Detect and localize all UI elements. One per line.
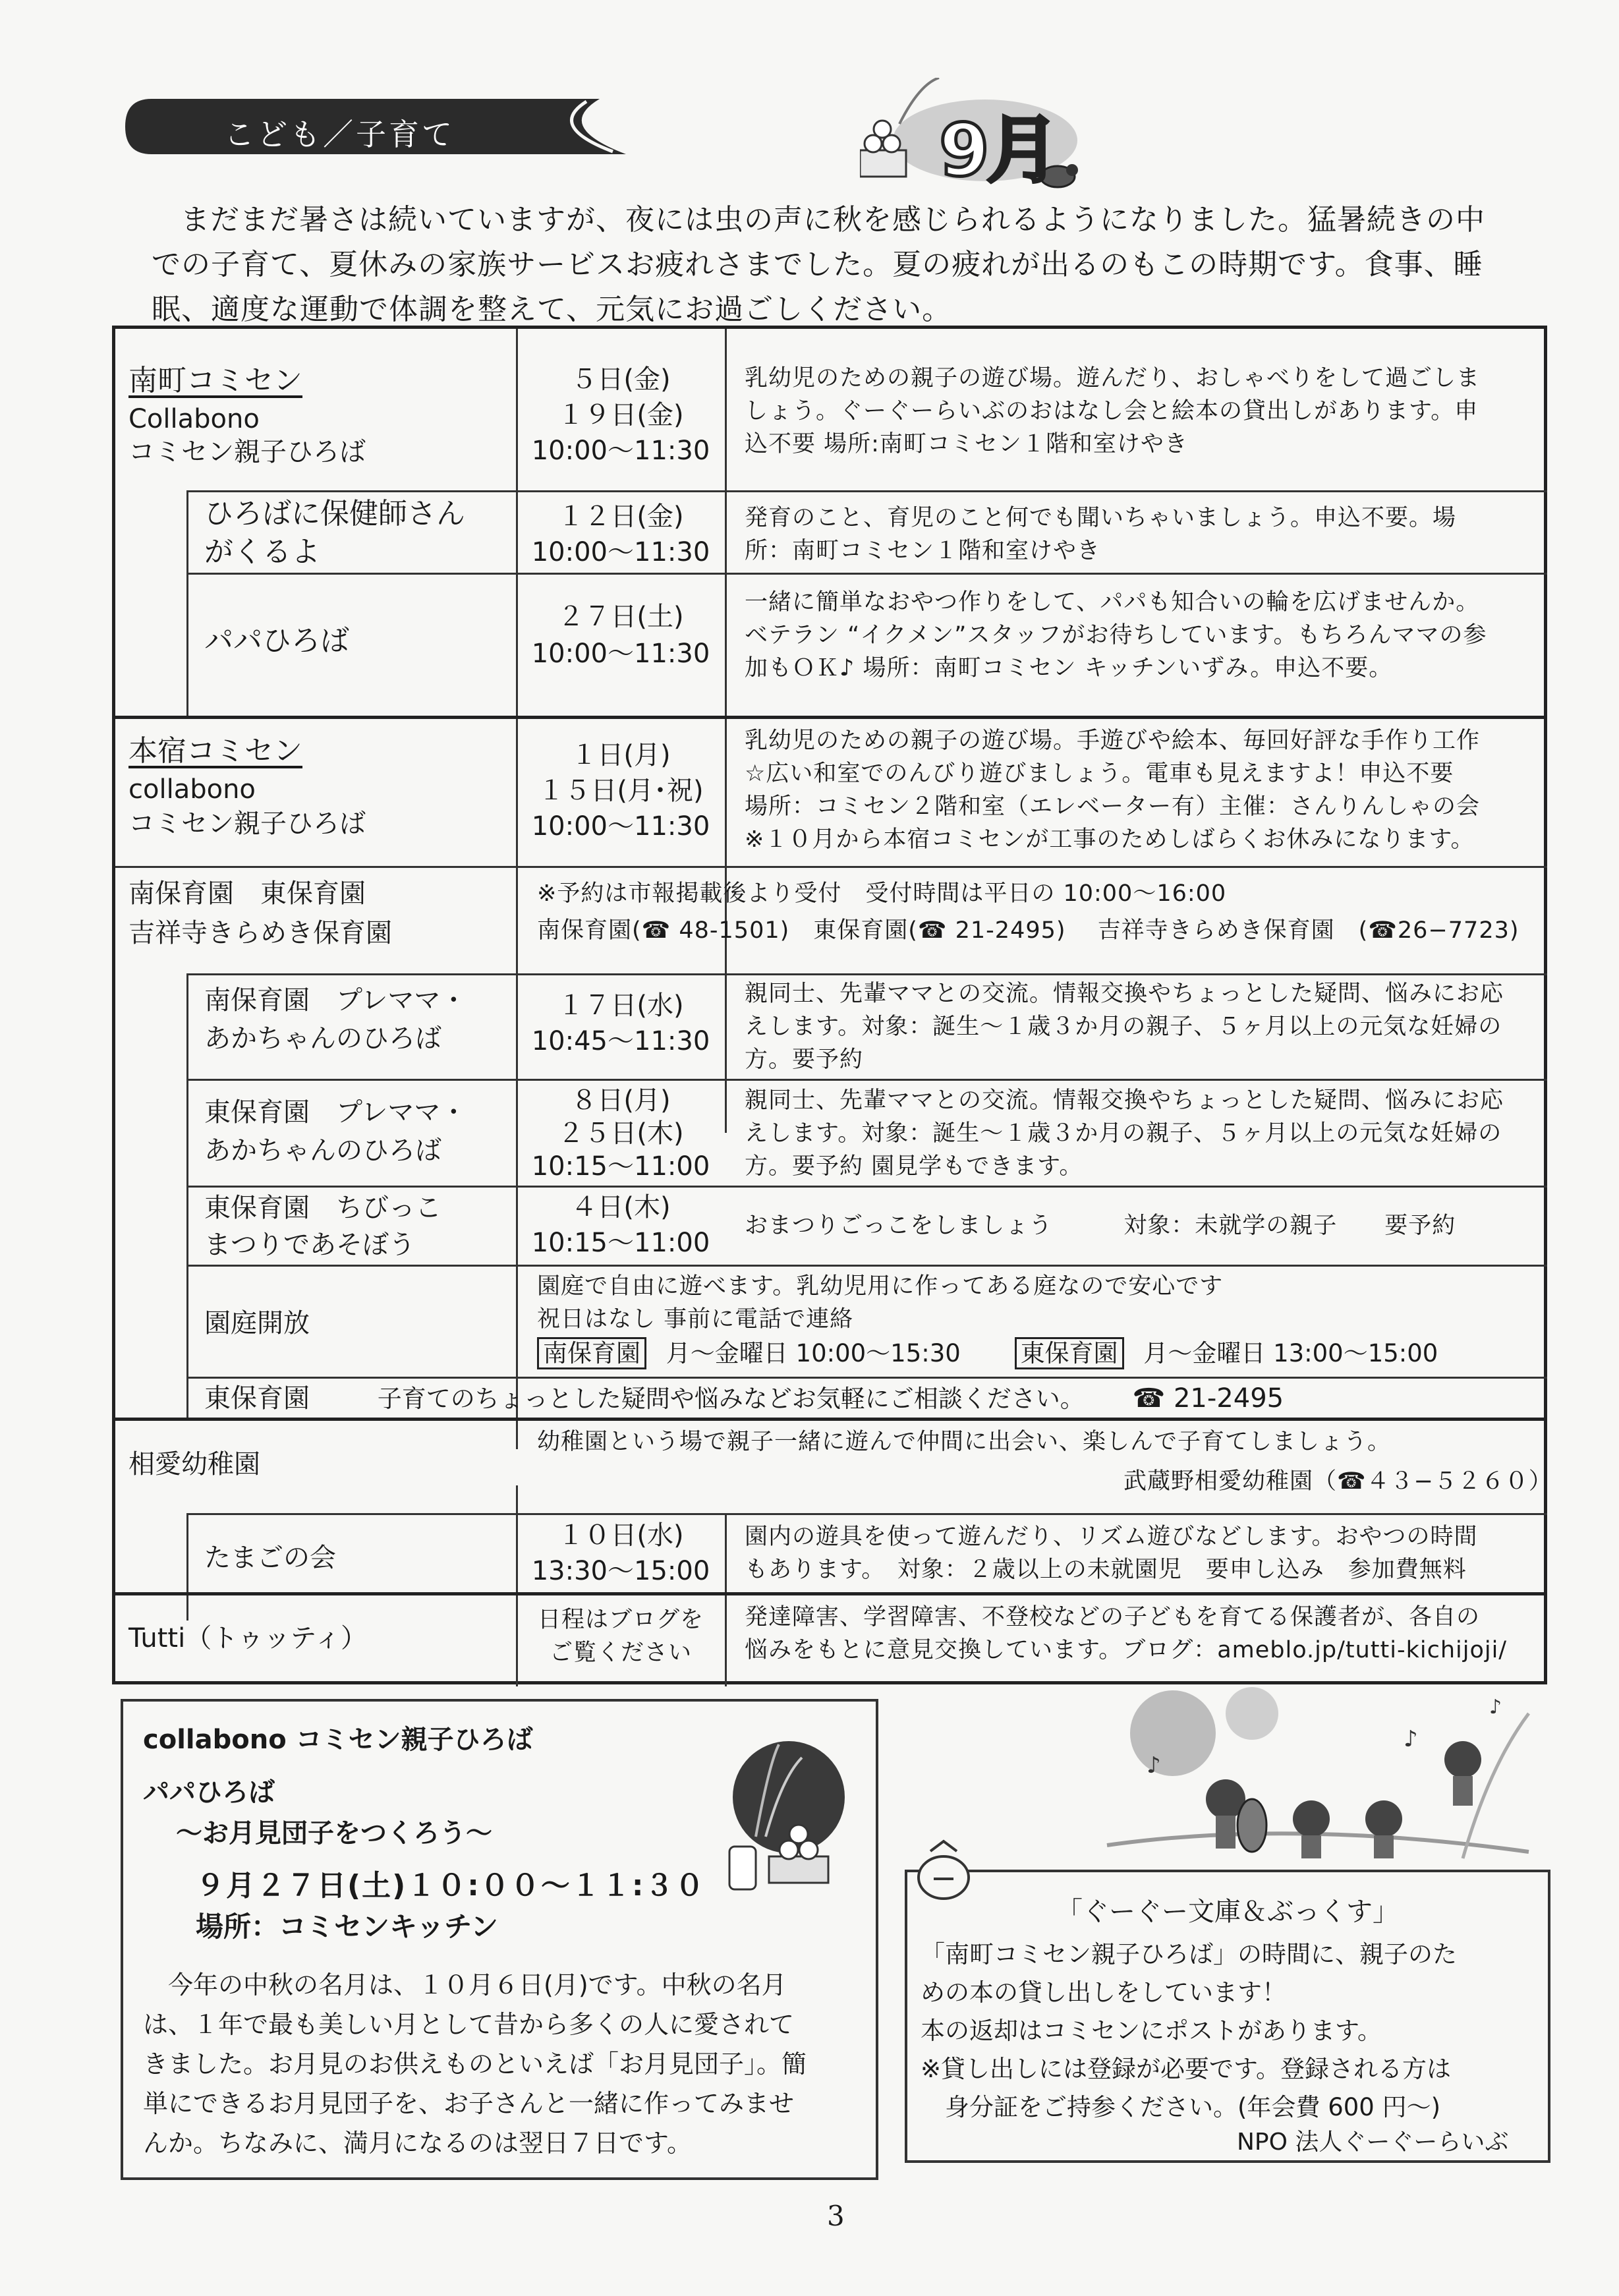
- svg-text:♪: ♪: [1489, 1696, 1502, 1719]
- cricket-orchestra-illustration: [1094, 1687, 1542, 1872]
- event-name: 東保育園 ちびっこ まつりであそぼう: [204, 1193, 441, 1260]
- event-date: １２日(金): [557, 502, 684, 532]
- box-subtitle: パパひろば: [143, 1777, 275, 1808]
- box-subtitle: ～お月見団子をつくろう～: [176, 1818, 492, 1849]
- event-time: 10:45～11:30: [531, 1026, 710, 1056]
- venue-sub: Collabono: [128, 404, 260, 434]
- event-time: 10:15～11:00: [531, 1151, 710, 1182]
- event-description: 園内の遊具を使って遊んだり、リズム遊びなどします。おやつの時間 もあります。 対象：２歳以上の未就園児 要申し込み 参加費無料: [745, 1524, 1478, 1583]
- event-description: 親同士、先輩ママとの交流。情報交換やちょっとした疑問、悩みにお応 えします。対象：誕生～１歳３か月の親子、５ヶ月以上の元気な妊婦の 方。要予約: [745, 981, 1504, 1073]
- intro-line: での子育て、夏休みの家族サービスお疲れさまでした。夏の疲れが出るのもこの時期です。食事、睡: [152, 248, 1483, 281]
- box-title: collabono コミセン親子ひろば: [143, 1725, 533, 1755]
- intro-paragraph: [152, 198, 1509, 332]
- venue-sub: コミセン親子ひろば: [128, 809, 366, 839]
- event-description: 発育のこと、育児のこと何でも聞いちゃいましょう。申込不要。場 所：南町コミセン１階和室けやき: [745, 505, 1457, 564]
- gugu-library-box: [905, 1870, 1550, 2163]
- collabono-event-box: [121, 1699, 878, 2180]
- intro-line: まだまだ暑さは続いていますが、夜には虫の声に秋を感じられるようになりました。猛暑続きの中: [181, 203, 1485, 237]
- event-name: ひろばに保健師さん がくるよ: [204, 497, 465, 569]
- page-number: 3: [827, 2200, 845, 2232]
- event-date: ５日(金): [571, 364, 671, 395]
- event-description: 乳幼児のための親子の遊び場。遊んだり、おしゃべりをして過ごしま しょう。ぐーぐーらいぶのおはなし会と絵本の貸出しがあります。申 込不要 場所:南町コミセン１階和室けやき: [745, 365, 1481, 457]
- event-time: 10:00～11:30: [531, 537, 710, 567]
- cricket-icon: [1444, 1741, 1481, 1806]
- event-date: １７日(水): [557, 990, 684, 1021]
- event-description: 発達障害、学習障害、不登校などの子どもを育てる保護者が、各自の 悩みをもとに意見交換しています。ブログ：ameblo.jp/tutti-kichijoji/: [745, 1604, 1508, 1663]
- event-description: 乳幼児のための親子の遊び場。手遊びや絵本、毎回好評な手作り工作 ☆広い和室でのんびり遊びましょう。電車も見えますよ！申込不要 場所：コミセン２階和室（エレベーター有）主催：さんりんしゃの会 ※１０月から本宿コミセンが工事のためしばらくお休みになります。: [745, 728, 1481, 853]
- event-description: 幼稚園という場で親子一緒に遊んで仲間に出会い、楽しんで子育てしましょう。: [537, 1429, 1392, 1455]
- intro-line: 眠、適度な運動で体調を整えて、元気にお過ごしください。: [152, 293, 952, 326]
- venue-name-honjuku: 本宿コミセン: [128, 734, 302, 768]
- event-date: １０日(水): [557, 1520, 684, 1551]
- section-title: こども／子育て: [224, 117, 455, 152]
- event-time: 10:00～11:30: [531, 436, 710, 466]
- reservation-info: ※予約は市報掲載後より受付 受付時間は平日の 10:00～16:00 南保育園(☎ 48-1501) 東保育園(☎ 21-2495) 吉祥寺きらめき保育園 (☎26−7723): [537, 880, 1520, 944]
- event-date: ４日(木): [571, 1192, 671, 1222]
- venue-name-soai: 相愛幼稚園: [128, 1449, 260, 1479]
- event-date: ２５日(木): [557, 1118, 684, 1149]
- venue-name-hoikuen: 南保育園 東保育園 吉祥寺きらめき保育園: [128, 878, 392, 948]
- cricket-icon: [1206, 1779, 1266, 1852]
- moon-viewing-icon: [716, 1738, 861, 1896]
- event-date: １９日(金): [557, 400, 684, 430]
- event-place: 場所：コミセンキッチン: [196, 1910, 499, 1943]
- box-body: 今年の中秋の名月は、１０月６日(月)です。中秋の名月 は、１年で最も美しい月として昔から多くの人に愛されて きました。お月見のお供えものといえば「お月見団子」。簡 単にできるお月見団子を、お子さんと一緒に作ってみませ んか。ちなみに、満月になるのは翌日７日です。: [143, 1970, 807, 2158]
- event-datetime: ９月２７日(土)１０:００～１１:３０: [196, 1869, 706, 1903]
- cricket-icon: [1293, 1800, 1330, 1858]
- event-description: 親同士、先輩ママとの交流。情報交換やちょっとした疑問、悩みにお応 えします。対象：誕生～１歳３か月の親子、５ヶ月以上の元気な妊婦の 方。要予約 園見学もできます。: [745, 1087, 1504, 1180]
- box-title: 「ぐーぐー文庫＆ぶっくす」: [1056, 1897, 1399, 1927]
- event-time: 10:15～11:00: [531, 1228, 710, 1258]
- minami-label: 南保育園: [537, 1337, 646, 1369]
- venue-name-minamicho: 南町コミセン: [128, 364, 302, 397]
- event-name: たまごの会: [204, 1543, 336, 1573]
- higashi-label: 東保育園: [1015, 1337, 1124, 1369]
- event-name: 東保育園 プレママ・ あかちゃんのひろば: [204, 1097, 467, 1166]
- event-time: 13:30～15:00: [531, 1556, 710, 1586]
- kindergarten-contact: 武蔵野相愛幼稚園（☎４３−５２６０）: [1123, 1468, 1552, 1495]
- event-name: 南保育園 プレママ・ あかちゃんのひろば: [204, 985, 467, 1054]
- event-name: 園庭開放: [204, 1308, 310, 1338]
- event-description: 一緒に簡単なおやつ作りをして、パパも知合いの輪を広げませんか。 ベテラン “イクメン”スタッフがお待ちしています。もちろんママの参 加もＯＫ♪ 場所：南町コミセン キッチンいずみ。申込不要。: [745, 589, 1487, 681]
- event-date: １日(月): [571, 740, 671, 770]
- event-name: パパひろば: [204, 624, 349, 658]
- event-date: ８日(月): [571, 1085, 671, 1116]
- event-description: 園庭で自由に遊べます。乳幼児用に作ってある庭なので安心です 祝日はなし 事前に電話で連絡: [537, 1273, 1224, 1333]
- entei-hours: 南保育園 月～金曜日 10:00～15:30 東保育園 月～金曜日 13:00～15:00: [537, 1336, 1438, 1371]
- month-label: 9月: [939, 108, 1057, 192]
- phone-number: ☎ 21-2495: [1132, 1383, 1284, 1414]
- svg-text:♪: ♪: [1147, 1752, 1161, 1779]
- consult-row: 東保育園 子育てのちょっとした疑問や悩みなどお気軽にご相談ください。 ☎ 21-2495: [204, 1383, 1284, 1414]
- schedule-table: [112, 326, 1552, 1684]
- event-time: 10:00～11:30: [531, 639, 710, 669]
- event-description: おまつりごっこをしましょう 対象：未就学の親子 要予約: [745, 1213, 1456, 1239]
- venue-sub: コミセン親子ひろば: [128, 437, 366, 467]
- venue-name-tutti: Tutti（トゥッティ）: [128, 1623, 367, 1653]
- box-body: 「南町コミセン親子ひろば」の時間に、親子のた めの本の貸し出しをしています！ 本の返却はコミセンにポストがあります。 ※貸し出しには登録が必要です。登録される方は 身分証をご持参ください。(年会費 600 円～): [921, 1940, 1457, 2121]
- event-date: 日程はブログを ご覧ください: [537, 1607, 704, 1666]
- cricket-icon: [1365, 1800, 1402, 1858]
- organization-name: NPO 法人ぐーぐーらいぶ: [1237, 2129, 1509, 2156]
- event-date: ２７日(土): [557, 602, 684, 632]
- venue-sub: collabono: [128, 774, 256, 805]
- svg-text:♪: ♪: [1404, 1726, 1418, 1752]
- event-date: １５日(月･祝): [538, 776, 704, 806]
- event-time: 10:00～11:30: [531, 811, 710, 842]
